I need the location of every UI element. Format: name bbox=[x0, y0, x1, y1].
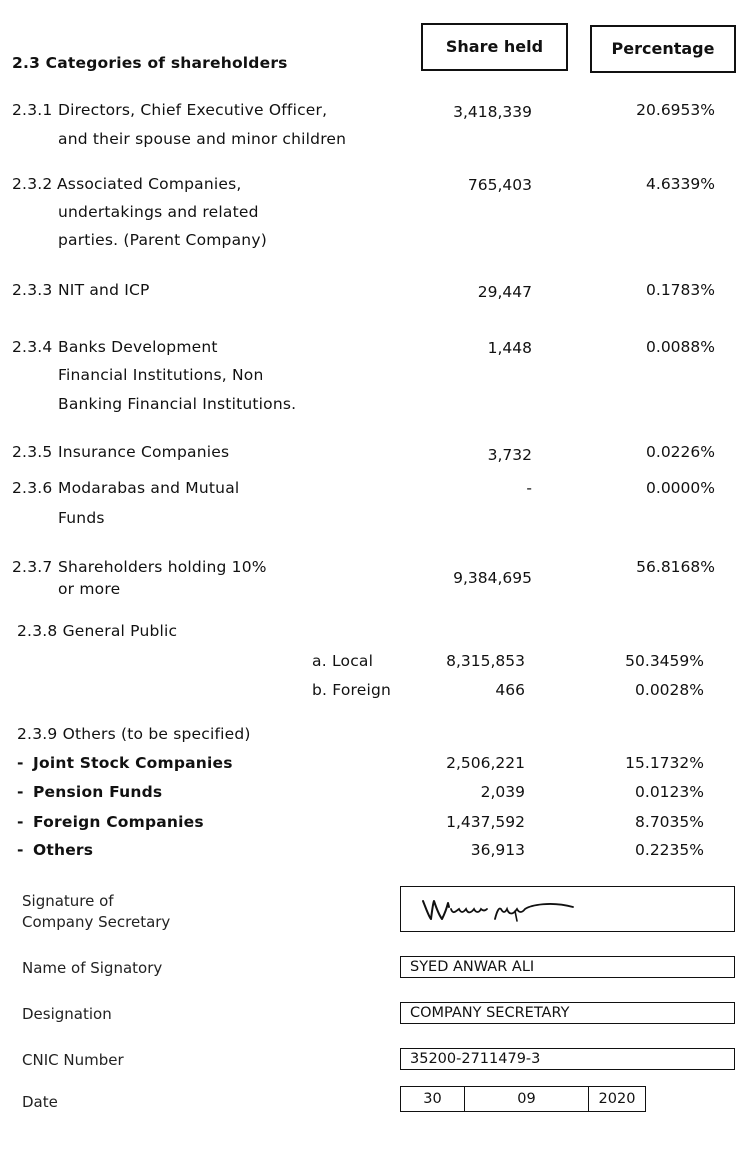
foreign-label: b. Foreign bbox=[312, 681, 392, 699]
cnic-number-field: 35200-2711479-3 bbox=[400, 1048, 735, 1070]
others-shares: 2,039 bbox=[480, 783, 525, 801]
local-percent: 50.3459% bbox=[625, 652, 704, 670]
date-year-field: 2020 bbox=[588, 1086, 646, 1112]
percent-value: 0.0000% bbox=[646, 479, 715, 497]
row-label-line1: Shareholders holding 10% bbox=[58, 558, 267, 576]
cnic-number-label: CNIC Number bbox=[22, 1051, 124, 1069]
percent-value: 56.8168% bbox=[636, 558, 715, 576]
others-label: Joint Stock Companies bbox=[33, 754, 233, 772]
signature-label-line1: Signature of bbox=[22, 892, 114, 910]
row-number: 2.3.7 bbox=[12, 558, 53, 576]
row-label-line1: Modarabas and Mutual bbox=[58, 479, 240, 497]
row-label-line3: Banking Financial Institutions. bbox=[58, 395, 297, 413]
row-number: 2.3.1 bbox=[12, 101, 53, 119]
row-label-line2: Financial Institutions, Non bbox=[58, 366, 264, 384]
percent-value: 0.0226% bbox=[646, 443, 715, 461]
others-shares: 1,437,592 bbox=[446, 813, 525, 831]
row-label-line1: Associated Companies, bbox=[57, 175, 242, 193]
row-label-line1: NIT and ICP bbox=[58, 281, 150, 299]
row-label-line1: Insurance Companies bbox=[58, 443, 230, 461]
row-label-line3: parties. (Parent Company) bbox=[58, 231, 267, 249]
dash: - bbox=[17, 783, 24, 801]
percent-value: 0.0088% bbox=[646, 338, 715, 356]
shares-value: - bbox=[526, 479, 532, 497]
percent-value: 4.6339% bbox=[646, 175, 715, 193]
shares-value: 29,447 bbox=[477, 283, 532, 301]
others-label: Pension Funds bbox=[33, 783, 163, 801]
foreign-shares: 466 bbox=[495, 681, 525, 699]
name-of-signatory-label: Name of Signatory bbox=[22, 959, 163, 977]
others-percent: 8.7035% bbox=[635, 813, 704, 831]
others-percent: 15.1732% bbox=[625, 754, 704, 772]
share-held-header: Share held bbox=[421, 23, 568, 71]
row-label-line2: and their spouse and minor children bbox=[58, 130, 347, 148]
shares-value: 3,418,339 bbox=[453, 103, 532, 121]
percent-value: 20.6953% bbox=[636, 101, 715, 119]
shares-value: 9,384,695 bbox=[453, 569, 532, 587]
shares-value: 1,448 bbox=[487, 339, 532, 357]
percentage-header: Percentage bbox=[590, 25, 736, 73]
date-month-field: 09 bbox=[464, 1086, 589, 1112]
date-day-field: 30 bbox=[400, 1086, 465, 1112]
row-number: 2.3.2 bbox=[12, 175, 53, 193]
local-label: a. Local bbox=[312, 652, 374, 670]
row-label-line1: Directors, Chief Executive Officer, bbox=[58, 101, 328, 119]
general-public-title: 2.3.8 General Public bbox=[17, 622, 178, 640]
designation-label: Designation bbox=[22, 1005, 112, 1023]
others-label: Others bbox=[33, 841, 94, 859]
others-title: 2.3.9 Others (to be specified) bbox=[17, 725, 251, 743]
name-of-signatory-field: SYED ANWAR ALI bbox=[400, 956, 735, 978]
dash: - bbox=[17, 841, 24, 859]
handwritten-signature bbox=[401, 887, 734, 931]
percent-value: 0.1783% bbox=[646, 281, 715, 299]
others-shares: 2,506,221 bbox=[446, 754, 525, 772]
row-label-line2: undertakings and related bbox=[58, 203, 259, 221]
row-label-line1: Banks Development bbox=[58, 338, 218, 356]
designation-field: COMPANY SECRETARY bbox=[400, 1002, 735, 1024]
signature-box bbox=[400, 886, 735, 932]
row-label-line2: Funds bbox=[58, 509, 105, 527]
others-percent: 0.2235% bbox=[635, 841, 704, 859]
row-label-line2: or more bbox=[58, 580, 121, 598]
shares-value: 3,732 bbox=[487, 446, 532, 464]
dash: - bbox=[17, 813, 24, 831]
shares-value: 765,403 bbox=[467, 176, 532, 194]
row-number: 2.3.3 bbox=[12, 281, 53, 299]
foreign-percent: 0.0028% bbox=[635, 681, 704, 699]
others-percent: 0.0123% bbox=[635, 783, 704, 801]
row-number: 2.3.6 bbox=[12, 479, 53, 497]
section-title: 2.3 Categories of shareholders bbox=[12, 54, 288, 72]
dash: - bbox=[17, 754, 24, 772]
others-label: Foreign Companies bbox=[33, 813, 204, 831]
row-number: 2.3.4 bbox=[12, 338, 53, 356]
signature-label-line2: Company Secretary bbox=[22, 913, 171, 931]
others-shares: 36,913 bbox=[470, 841, 525, 859]
local-shares: 8,315,853 bbox=[446, 652, 525, 670]
row-number: 2.3.5 bbox=[12, 443, 53, 461]
date-label: Date bbox=[22, 1093, 58, 1111]
